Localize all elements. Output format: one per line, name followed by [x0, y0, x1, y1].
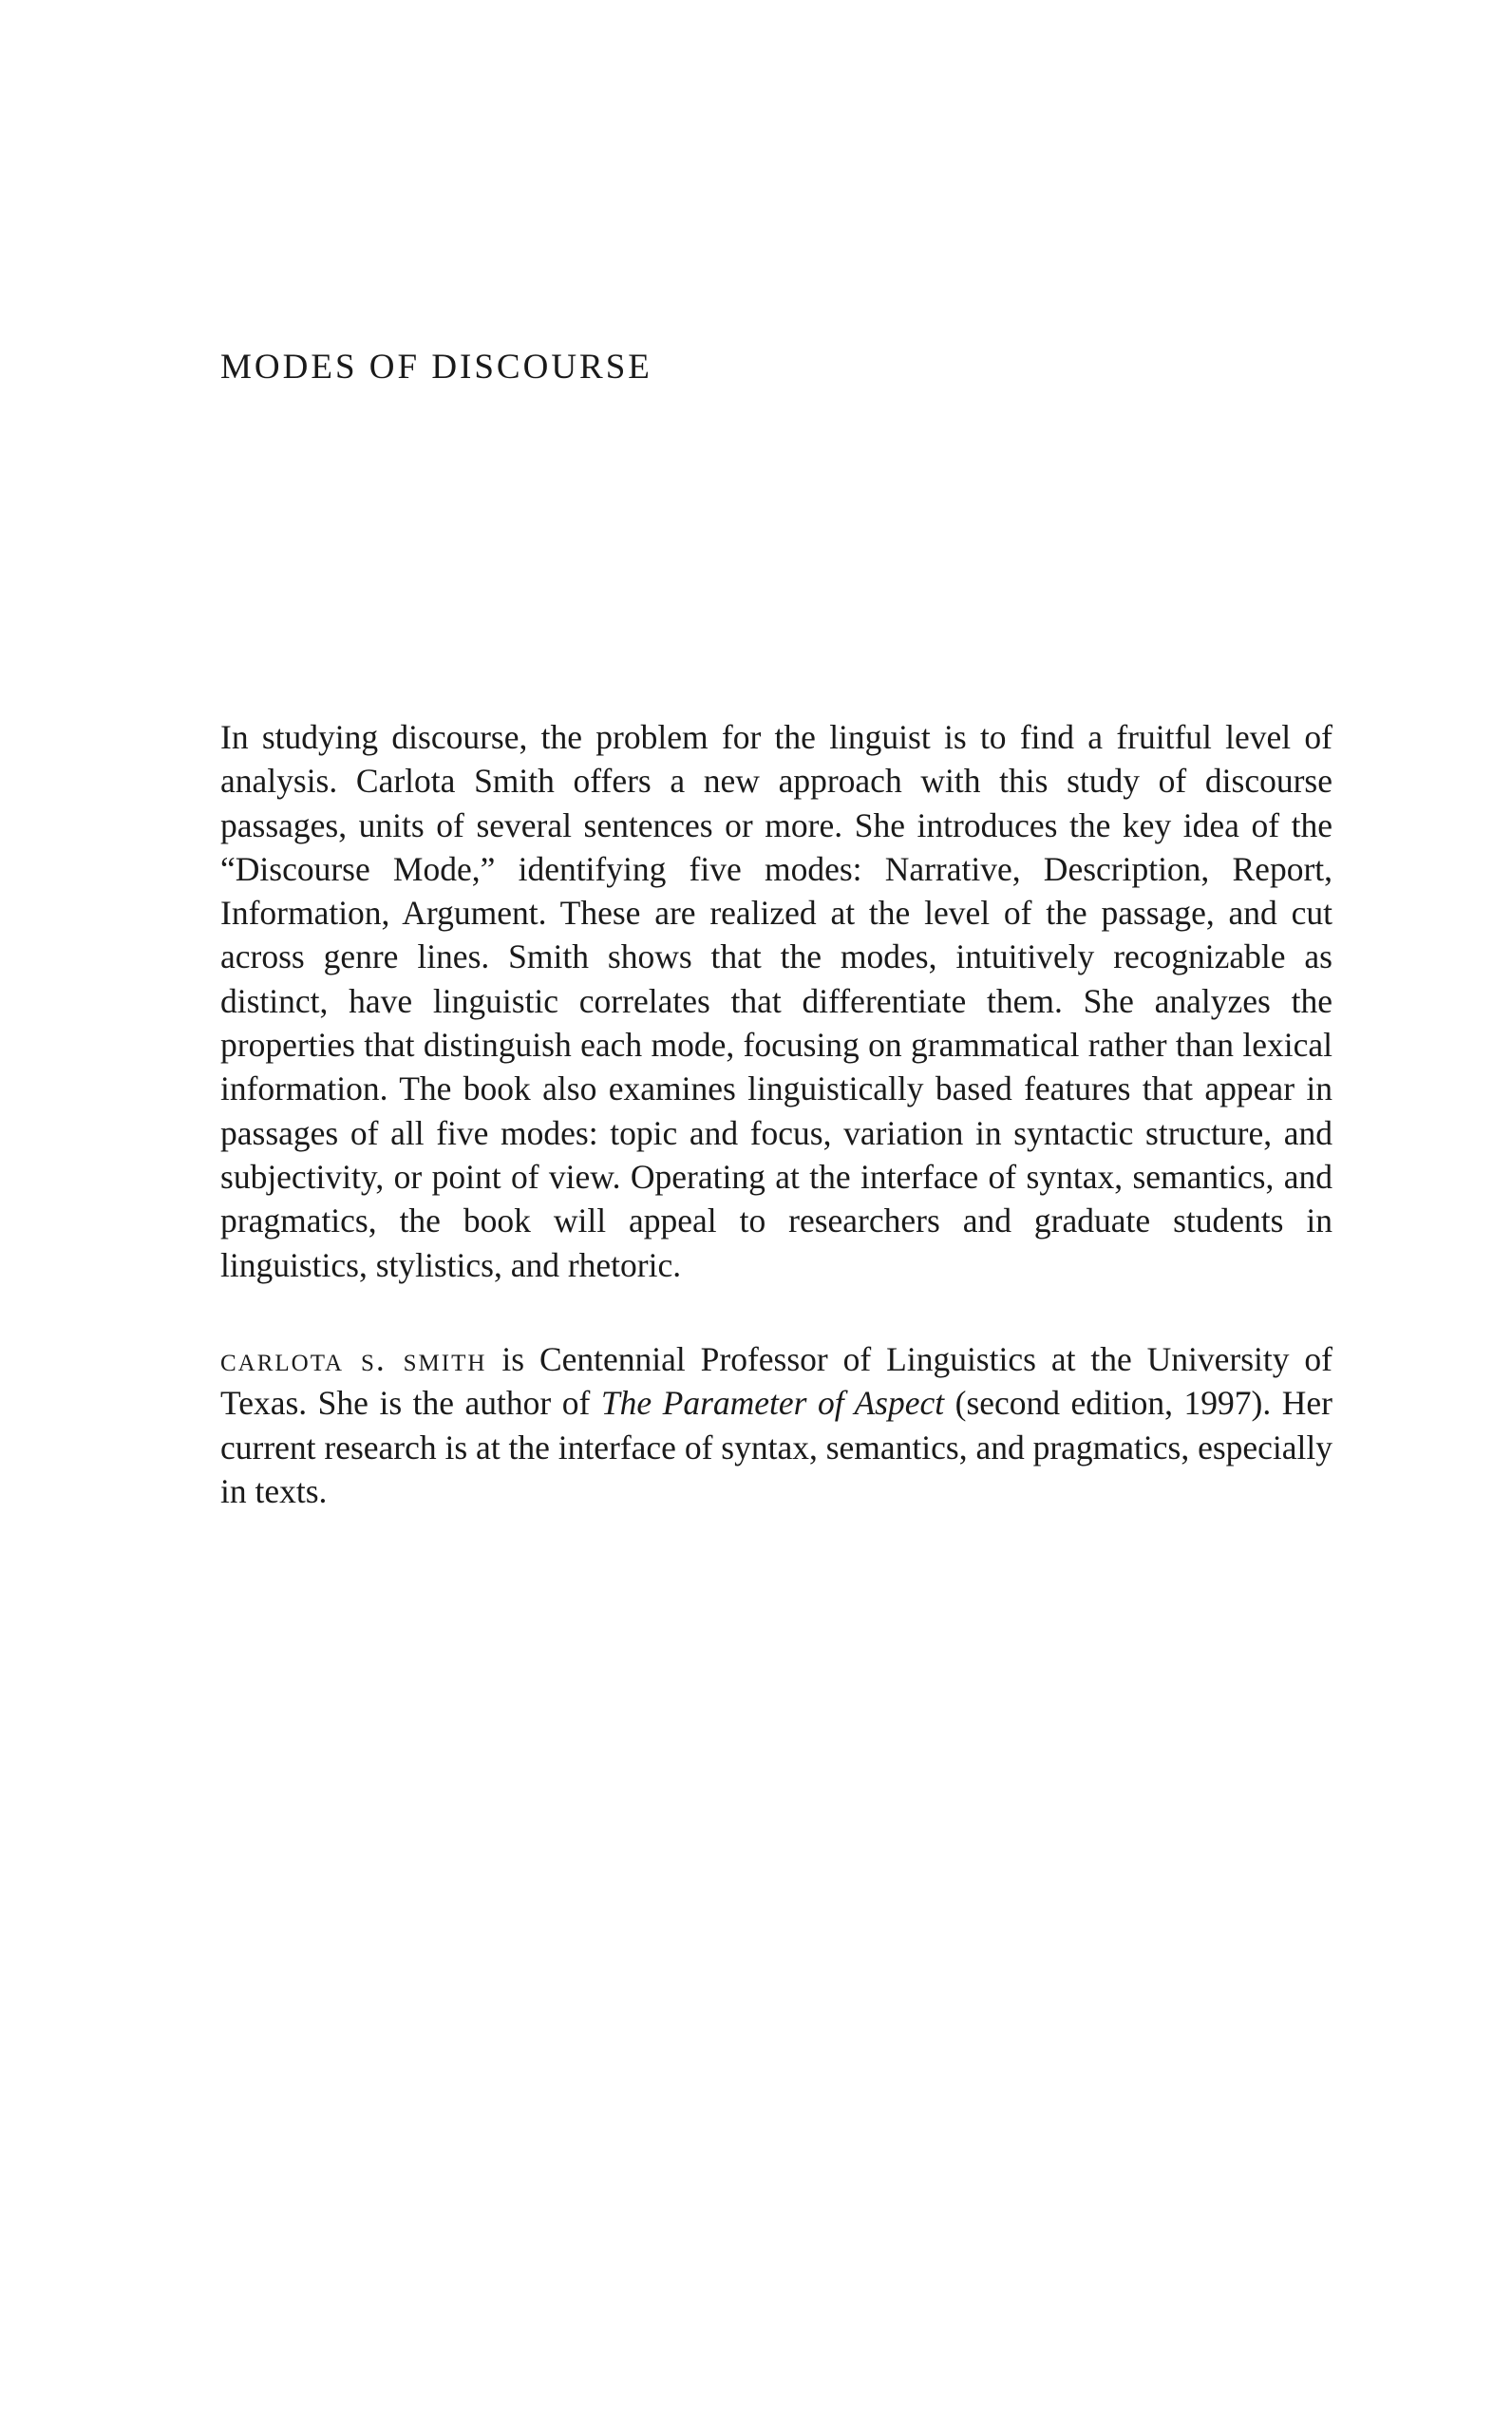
author-bio-text-1: is Centennial Professor of Linguistics at the University of Texas. She is the author of: [220, 1340, 1332, 1423]
page-title: MODES OF DISCOURSE: [220, 348, 652, 387]
previous-book-title: The Parameter of Aspect: [600, 1384, 945, 1423]
author-bio: [220, 1337, 1332, 1513]
author-name: carlota s. smith: [220, 1340, 487, 1378]
book-description: In studying discourse, the problem for the linguist is to find a fruitful level of analysis. Carlota Smith offers a new approach with this study of discourse passages, units of several sentences or more. She introduces the key idea of the “Discourse Mode,” identifying five modes: Narrative, Description, Report, Information, Argument. These are realized at the level of the passage, and cut across genre lines. Smith shows that the modes, intuitively recognizable as distinct, have linguistic correlates that differentiate them. She analyzes the properties that distinguish each mode, focusing on grammatical rather than lexical information. The book also examines linguistically based features that appear in passages of all five modes: topic and focus, variation in syntactic structure, and subjectivity, or point of view. Operating at the interface of syntax, semantics, and pragmatics, the book will appeal to researchers and graduate students in linguistics, stylistics, and rhetoric.: [220, 718, 1332, 1284]
author-bio-text-2: (second edition, 1997). Her current research is at the interface of syntax, semantics, and pragmatics, especially in texts.: [220, 1384, 1332, 1510]
